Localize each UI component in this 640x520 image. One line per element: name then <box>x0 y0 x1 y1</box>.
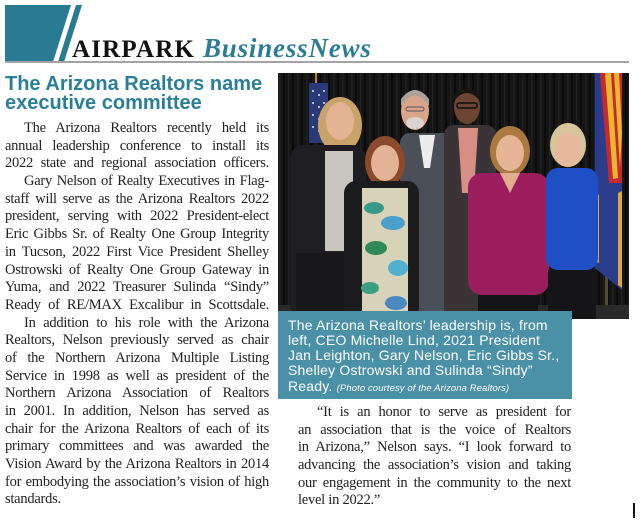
article-headline <box>5 75 273 113</box>
body-text-line: Northern Arizona Association of Realtors <box>5 385 269 402</box>
body-text-line: our engagement in the community to the next <box>298 474 571 491</box>
body-text-line: in 2001. In addition, Nelson has served as <box>5 403 269 419</box>
body-text-line: Ostrowski of Realty One Group Gateway in <box>5 261 269 278</box>
body-text-line: primary committees and was awarded the <box>5 438 269 455</box>
body-text-line: Ready of RE/MAX Excalibur in Scottsdale. <box>5 296 269 313</box>
text-cursor <box>633 503 635 518</box>
caption-line: Jan Leighton, Gary Nelson, Eric Gibbs Sr., <box>288 347 560 363</box>
body-text-line: annual leadership conference to install its <box>5 137 269 154</box>
photo-caption <box>278 311 572 399</box>
body-text-line: Service in 1998 as well as president of the <box>5 367 269 384</box>
body-text-line: staff will serve as the Arizona Realtors 2022 <box>5 190 269 207</box>
article-body-right-column <box>298 404 571 510</box>
group-photo <box>278 73 629 319</box>
body-text-line: level in 2022.” <box>298 492 381 509</box>
body-text-line: standards. <box>5 491 61 508</box>
body-text-line: an association that is the voice of Realtors <box>298 421 571 438</box>
body-text-line: in Tucson, 2022 First Vice President Shelley <box>5 243 269 260</box>
caption-line-last <box>288 379 572 396</box>
body-text-line: Realtors, Nelson previously served as chair <box>5 332 269 349</box>
body-text-line: Yuma, and 2022 Treasurer Sulinda “Sindy” <box>5 279 269 296</box>
body-text-line: Vision Award by the Arizona Realtors in 2014 <box>5 456 269 473</box>
body-text-line: chair for the Arizona Realtors of each of its <box>5 420 269 437</box>
caption-line: The Arizona Realtors’ leadership is, from <box>288 316 548 333</box>
body-text-line: in Arizona,” Nelson says. “I look forward to <box>298 439 571 456</box>
masthead-rule <box>5 61 629 63</box>
body-text-line: “It is an honor to serve as president for <box>317 404 571 420</box>
caption-line: left, CEO Michelle Lind, 2021 President <box>288 331 541 348</box>
body-text-line: president, serving with 2022 President-elect <box>5 208 269 225</box>
body-text-line: 2022 state and regional association officers. <box>5 155 269 172</box>
article-body-left-column <box>5 120 269 509</box>
body-text-line: advancing the association’s vision and taking <box>298 457 571 474</box>
headline-line: executive committee <box>5 92 202 114</box>
masthead-subtitle: BusinessNews <box>203 33 372 63</box>
body-text-line: for embodying the association’s vision of high <box>5 473 269 490</box>
caption-line: Shelley Ostrowski and Sulinda “Sindy” <box>288 362 533 379</box>
body-text-line: Eric Gibbs Sr. of Realty One Group Integrity <box>5 226 269 243</box>
headline-line: The Arizona Realtors name <box>5 73 263 95</box>
masthead-title: AIRPARK <box>72 36 196 63</box>
caption-line: Ready. <box>288 377 333 394</box>
body-text-line: The Arizona Realtors recently held its <box>24 120 269 136</box>
body-text-line: of the Northern Arizona Multiple Listing <box>5 349 269 366</box>
body-text-line: Gary Nelson of Realty Executives in Flag- <box>24 173 269 190</box>
photo-credit: (Photo courtesy of the Arizona Realtors) <box>336 382 510 394</box>
body-text-line: In addition to his role with the Arizona <box>24 314 269 331</box>
